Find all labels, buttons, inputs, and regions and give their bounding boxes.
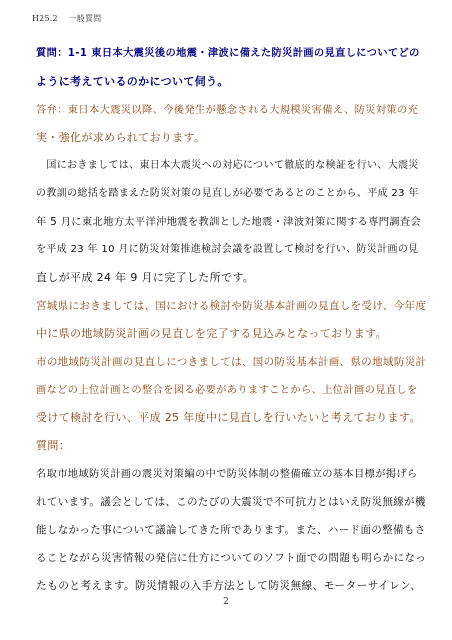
national-paragraph-line-3: 年 5 月に東北地方太平洋沖地震を教訓とした地震・津波対策に関する専門調査会 (36, 216, 422, 228)
city-paragraph-line-3: 受けて検討を行い、平成 25 年度中に見直しを行いたいと考えております。 (36, 411, 421, 424)
prefecture-paragraph-line-1: 宮城県におきましては、国における検討や防災基本計画の見直しを受け、今年度 (36, 300, 427, 312)
national-paragraph-line-1: 国におきましては、東日本大震災への対応について徹底的な検証を行い、大震災 (36, 160, 419, 171)
page-header (32, 13, 109, 24)
national-paragraph-line-4: を平成 23 年 10 月に防災対策推進検討会議を設置して検討を行い、防災計画の見 (36, 244, 419, 255)
question-2-line-5: たものと考えます。防災情報の入手方法として防災無線、モーターサイレン、 (36, 579, 422, 592)
question-2-line-4: ることながら災害情報の発信に仕方についてのソフト面での問題も明らかになっ (36, 552, 427, 564)
question-2-heading: 質問： (36, 439, 71, 452)
national-paragraph-line-2: の教訓の総括を踏まえた防災対策の見直しが必要であるとのことから、平成 23 年 (36, 188, 419, 199)
question-2-line-2: れています。議会としては、このたびの大震災で不可抗力とはいえ防災無線が機 (36, 496, 426, 508)
header-date: H25.2 (32, 14, 58, 23)
answer-line-1: 答弁：東日本大震災以降、今後発生が懸念される大規模災害備え、防災対策の充 (36, 104, 419, 116)
city-paragraph-line-1: 市の地域防災計画の見直しにつきましては、国の防災基本計画、県の地域防災計 (36, 356, 427, 368)
answer-line-2: 実・強化が求められております。 (36, 131, 206, 144)
question-2-line-3: 能しなかった事について議論してきた所であります。また、ハード面の整備もさ (36, 524, 426, 536)
question-2-line-1: 名取市地域防災計画の震災対策編の中で防災体制の整備確立の基本目標が掲げら (36, 468, 418, 480)
prefecture-paragraph-line-2: 中に県の地域防災計画の見直しを完了する見込みとなっております。 (36, 327, 387, 340)
question-1-line-2: ように考えているのかについて伺う。 (36, 75, 229, 88)
city-paragraph-line-2: 画などの上位計画との整合を図る必要がありますことから、上位計画の見直しを (36, 384, 418, 396)
national-paragraph-line-5: 直しが平成 24 年 9 月に完了した所です。 (36, 271, 255, 284)
page-number: 2 (223, 597, 229, 607)
question-1-line-1: 質問：1-1 東日本大震災後の地震・津波に備えた防災計画の見直しについてどの (36, 47, 420, 59)
header-category: 一般質問 (68, 14, 102, 23)
